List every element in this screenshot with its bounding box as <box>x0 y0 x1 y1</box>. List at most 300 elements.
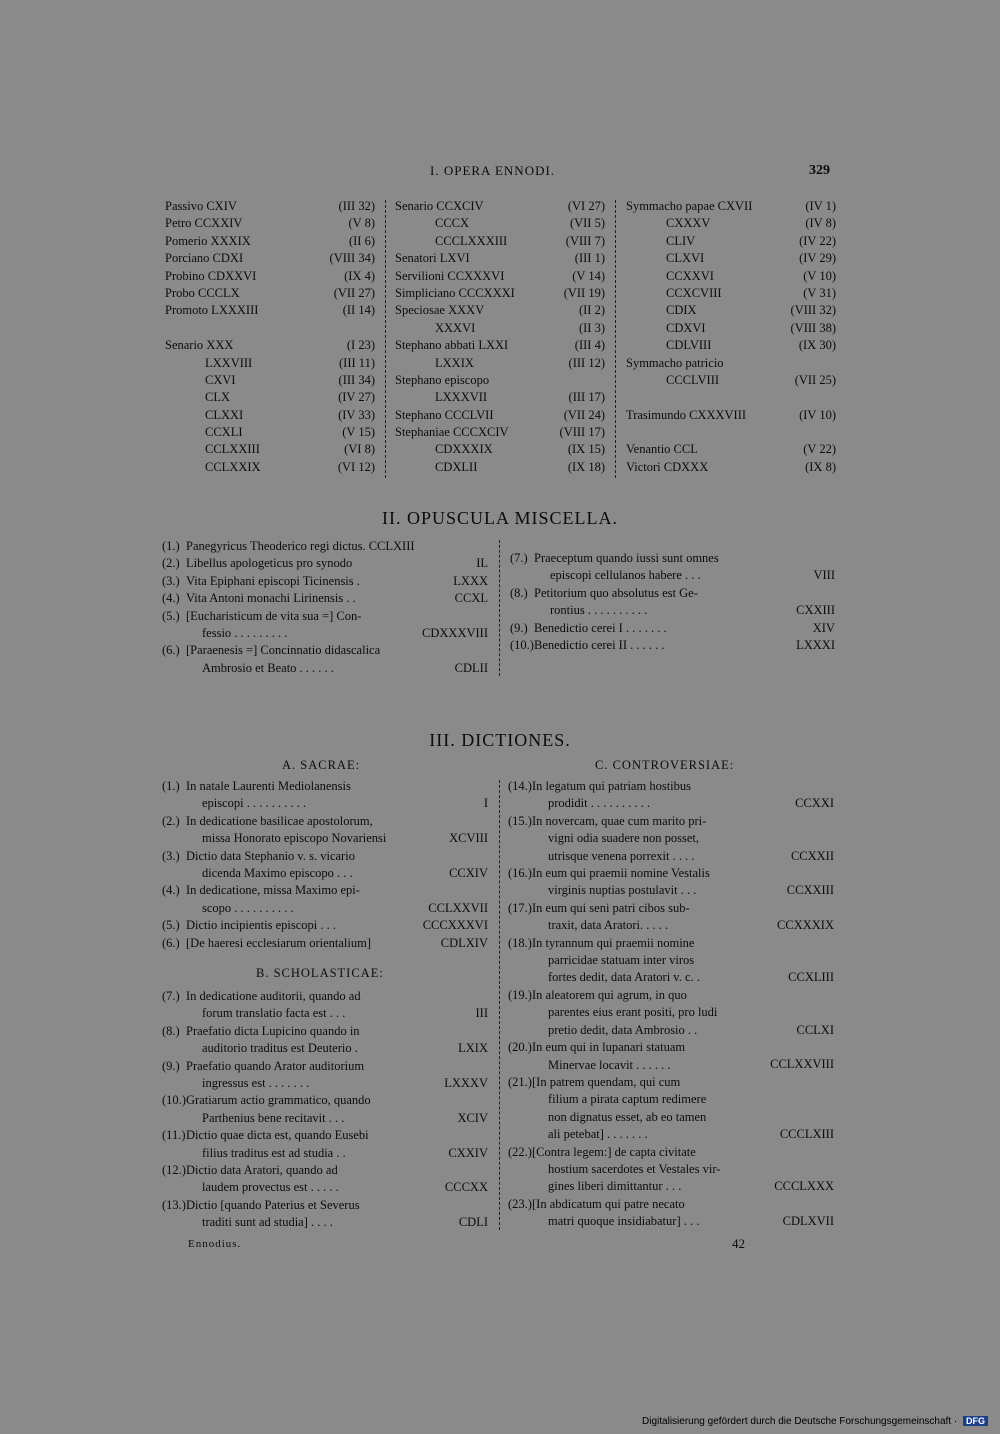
index-ref: (VII 24) <box>563 407 605 422</box>
running-title: I. OPERA ENNODI. <box>430 163 556 178</box>
item-ref: CDLII <box>454 660 488 675</box>
item-line: In novercam, quae cum marito pri- <box>532 813 707 828</box>
list-item <box>162 590 488 607</box>
index-name: CCXXVI <box>666 268 714 283</box>
index-name: CLX <box>205 390 230 405</box>
item-ref: LXXX <box>453 573 488 588</box>
index-ref: (III 4) <box>574 338 605 353</box>
item-line: In dedicatione auditorii, quando ad <box>186 989 361 1003</box>
index-name: CXXXV <box>666 216 711 231</box>
list-item <box>508 1039 834 1074</box>
index-ref: (IX 4) <box>344 268 375 283</box>
index-name: Trasimundo CXXXVIII <box>626 407 747 422</box>
item-line: Ambrosio et Beato . . . . . . <box>202 660 334 675</box>
item-line: laudem provectus est . . . . . <box>202 1180 339 1195</box>
item-line: Dictio quae dicta est, quando Eusebi <box>186 1128 369 1143</box>
index-row <box>395 250 605 267</box>
index-row <box>165 372 375 389</box>
list-item <box>162 813 488 848</box>
item-line: In eum qui seni patri cibos sub- <box>532 900 690 915</box>
item-line: [In patrem quendam, qui cum <box>532 1074 681 1089</box>
index-ref: (IX 30) <box>798 338 836 353</box>
column-rule <box>615 200 616 478</box>
item-number: (4.) <box>162 591 180 606</box>
index-ref: (VI 8) <box>344 442 375 457</box>
list-item <box>162 1162 488 1197</box>
item-line: episcopi . . . . . . . . . . <box>202 796 307 811</box>
index-name: CXVI <box>205 372 236 387</box>
index-name: Petro CCXXIV <box>165 216 243 231</box>
index-row <box>165 320 375 337</box>
item-ref: CDLXIV <box>440 935 488 950</box>
item-line: prodidit . . . . . . . . . . <box>548 796 651 811</box>
index-row <box>165 441 375 458</box>
item-ref: CCXXII <box>790 848 834 863</box>
item-ref: VIII <box>813 568 835 583</box>
index-row <box>395 459 605 476</box>
item-line: Benedictio cerei II . . . . . . <box>534 638 665 653</box>
index-name: CDLVIII <box>666 338 712 353</box>
item-number: (2.) <box>162 556 180 571</box>
subheading-scholasticae: B. SCHOLASTICAE: <box>256 966 384 980</box>
index-ref: (V 10) <box>803 268 836 283</box>
index-name: Stephano abbati LXXI <box>395 338 509 353</box>
index-ref: (VII 25) <box>794 372 836 387</box>
index-ref: (I 23) <box>346 338 375 353</box>
index-row <box>626 302 836 319</box>
list-item <box>162 573 488 590</box>
item-line: Libellus apologeticus pro synodo <box>186 556 353 571</box>
item-number: (22.) <box>508 1144 532 1159</box>
item-number: (13.) <box>162 1197 186 1212</box>
index-row <box>626 407 836 424</box>
index-ref: (VII 27) <box>333 285 375 300</box>
item-ref: CDLXVII <box>782 1214 834 1229</box>
index-row <box>395 337 605 354</box>
index-row <box>626 320 836 337</box>
item-ref: III <box>475 1006 488 1021</box>
list-item <box>508 1074 834 1144</box>
index-row <box>395 233 605 250</box>
item-line: filius traditus est ad studia . . <box>202 1145 346 1160</box>
index-ref: (V 14) <box>572 268 605 283</box>
index-row <box>165 215 375 232</box>
item-line: Benedictio cerei I . . . . . . . <box>534 620 667 635</box>
list-item <box>508 987 834 1039</box>
list-item <box>508 813 834 865</box>
index-name: LXXXVII <box>435 390 488 405</box>
index-row <box>626 337 836 354</box>
list-item <box>162 538 488 555</box>
list-item <box>508 1144 834 1196</box>
footer-author: Ennodius. <box>188 1238 242 1250</box>
index-name: Simpliciano CCCXXXI <box>395 285 515 300</box>
index-ref: (IV 22) <box>799 233 836 248</box>
index-ref: (V 22) <box>803 442 836 457</box>
list-item <box>508 778 834 813</box>
index-ref: (II 6) <box>348 233 375 248</box>
item-number: (16.) <box>508 866 532 881</box>
item-line: In tyrannum qui praemii nomine <box>532 935 695 950</box>
item-number: (10.) <box>162 1093 186 1108</box>
index-ref: (VII 5) <box>569 216 605 231</box>
item-number: (21.) <box>508 1074 532 1089</box>
footer-signature: 42 <box>732 1236 745 1251</box>
item-number: (7.) <box>162 989 180 1003</box>
item-number: (6.) <box>162 935 180 950</box>
item-line: Dictio incipientis episcopi . . . <box>186 918 336 933</box>
index-name: Probino CDXXVI <box>165 268 257 283</box>
index-row <box>165 198 375 215</box>
item-line: forum translatio facta est . . . <box>202 1006 346 1021</box>
list-item <box>162 778 488 813</box>
item-ref: CCLXXVII <box>428 900 488 915</box>
index-row <box>626 198 836 215</box>
list-item <box>508 865 834 900</box>
item-ref: CXXIV <box>448 1145 488 1160</box>
item-line: ali petebat] . . . . . . . <box>548 1127 648 1142</box>
item-line: [In abdicatum qui patre necato <box>532 1196 685 1211</box>
index-name: CCCLVIII <box>666 372 720 387</box>
index-name: Victori CDXXX <box>626 459 709 474</box>
item-number: (14.) <box>508 779 532 793</box>
item-line: Gratiarum actio grammatico, quando <box>186 1093 371 1108</box>
index-row <box>395 285 605 302</box>
section-heading-opuscula: II. OPUSCULA MISCELLA. <box>381 508 618 528</box>
index-ref: (IV 10) <box>799 407 836 422</box>
item-line: pretio dedit, data Ambrosio . . <box>548 1022 698 1037</box>
index-row <box>165 424 375 441</box>
index-ref: (IV 1) <box>805 199 836 213</box>
column-rule <box>385 200 386 478</box>
item-number: (8.) <box>162 1023 180 1038</box>
index-name: Porciano CDXI <box>165 251 244 266</box>
index-column-1 <box>165 198 375 476</box>
item-line: Praefatio dicta Lupicino quando in <box>186 1023 360 1038</box>
index-name: Venantio CCL <box>626 442 698 457</box>
index-ref: (III 32) <box>338 199 375 213</box>
index-name: Promoto LXXXIII <box>165 303 259 318</box>
item-number: (19.) <box>508 987 532 1002</box>
item-line: fessio . . . . . . . . . <box>202 626 288 641</box>
index-name: Passivo CXIV <box>165 199 237 213</box>
subheading-controversiae: C. CONTROVERSIAE: <box>595 758 735 772</box>
item-ref: CDXXXVIII <box>422 626 488 641</box>
item-line: hostium sacerdotes et Vestales vir- <box>548 1161 721 1176</box>
index-name: Senatori LXVI <box>395 251 470 266</box>
list-item <box>162 935 488 952</box>
index-ref: (VIII 32) <box>790 303 836 318</box>
item-ref: CCLXI <box>796 1022 834 1037</box>
item-number: (8.) <box>510 585 528 600</box>
list-item <box>162 1127 488 1162</box>
item-ref: LXXXV <box>444 1076 488 1091</box>
opuscula-right-list <box>510 550 835 654</box>
item-number: (5.) <box>162 608 180 623</box>
index-name: Servilioni CCXXXVI <box>395 268 505 283</box>
list-item <box>510 550 835 585</box>
index-row <box>165 302 375 319</box>
item-line: Parthenius bene recitavit . . . <box>202 1110 345 1125</box>
list-item <box>162 882 488 917</box>
index-ref: (V 31) <box>803 285 836 300</box>
index-ref: (IV 29) <box>799 251 836 266</box>
index-ref: (VII 19) <box>563 285 605 300</box>
sacrae-list <box>162 778 488 952</box>
index-name: CCCX <box>435 216 470 231</box>
list-item <box>162 1023 488 1058</box>
item-line: ingressus est . . . . . . . <box>202 1076 310 1091</box>
index-row <box>165 459 375 476</box>
index-name: CCXLI <box>205 425 243 440</box>
item-line: Praefatio quando Arator auditorium <box>186 1058 365 1073</box>
index-name: Senario CCXCIV <box>395 199 484 213</box>
item-number: (1.) <box>162 539 180 553</box>
item-line: fortes dedit, data Aratori v. c. . <box>548 970 700 985</box>
item-line: In natale Laurenti Mediolanensis <box>186 779 351 793</box>
item-line: In dedicatione basilicae apostolorum, <box>186 813 373 828</box>
item-line: non dignatus esset, ab eo tamen <box>548 1109 707 1124</box>
item-line: [Contra legem:] de capta civitate <box>532 1144 696 1159</box>
index-ref: (III 1) <box>574 251 605 266</box>
index-row <box>626 389 836 406</box>
item-line: Praeceptum quando iussi sunt omnes <box>534 551 719 565</box>
index-name: Senario XXX <box>165 338 234 353</box>
index-row <box>165 250 375 267</box>
index-ref: (II 3) <box>578 320 605 335</box>
item-line: [De haeresi ecclesiarum orientalium] <box>186 935 371 950</box>
item-number: (15.) <box>508 813 532 828</box>
item-line: scopo . . . . . . . . . . <box>202 900 294 915</box>
index-name: Probo CCCLX <box>165 285 240 300</box>
section-heading-dictiones: III. DICTIONES. <box>429 730 571 750</box>
index-ref: (VI 27) <box>567 199 605 213</box>
index-name: CCLXXIX <box>205 459 261 474</box>
item-number: (4.) <box>162 883 180 898</box>
list-item <box>162 1197 488 1232</box>
controversiae-list <box>508 778 834 1231</box>
column-rule <box>499 780 500 1230</box>
index-ref: (III 34) <box>338 372 375 387</box>
index-row <box>165 268 375 285</box>
list-item <box>162 1092 488 1127</box>
item-line: gines liberi dimittantur . . . <box>548 1179 682 1194</box>
index-row <box>395 215 605 232</box>
item-line: parricidae statuam inter viros <box>548 953 695 968</box>
item-number: (17.) <box>508 900 532 915</box>
index-name: XXXVI <box>435 320 476 335</box>
index-name: LXXVIII <box>205 355 253 370</box>
list-item <box>508 935 834 987</box>
list-item <box>162 988 488 1023</box>
item-line: dicenda Maximo episcopo . . . <box>202 866 353 881</box>
index-column-3 <box>626 198 836 476</box>
index-row <box>165 389 375 406</box>
item-line: Petitorium quo absolutus est Ge- <box>534 585 698 600</box>
list-item <box>162 642 488 677</box>
item-ref: CCXLIII <box>788 970 834 985</box>
item-ref: CCCLXXX <box>774 1179 834 1194</box>
index-name: CDIX <box>666 303 697 318</box>
item-number: (9.) <box>510 620 528 635</box>
item-line: Vita Antoni monachi Lirinensis . . <box>186 591 356 606</box>
item-number: (12.) <box>162 1163 186 1178</box>
index-name: LXXIX <box>435 355 474 370</box>
index-row <box>626 285 836 302</box>
item-number: (6.) <box>162 643 180 658</box>
list-item <box>162 1058 488 1093</box>
funding-credit-text: Digitalisierung gefördert durch die Deutsche Forschungsgemeinschaft · <box>642 1416 958 1427</box>
item-line: Vita Epiphani episcopi Ticinensis . <box>186 573 360 588</box>
index-row <box>165 407 375 424</box>
item-number: (3.) <box>162 573 180 588</box>
item-ref: XCIV <box>457 1110 488 1125</box>
index-ref: (III 17) <box>568 390 605 405</box>
index-name: CCXCVIII <box>666 285 722 300</box>
funding-credit <box>642 1416 988 1427</box>
index-ref: (II 14) <box>342 303 375 318</box>
item-number: (11.) <box>162 1128 186 1143</box>
index-row <box>165 355 375 372</box>
index-row <box>626 233 836 250</box>
item-line: matri quoque insidiabatur] . . . <box>548 1214 700 1229</box>
index-row <box>626 215 836 232</box>
item-line: In dedicatione, missa Maximo epi- <box>186 883 360 898</box>
item-number: (9.) <box>162 1058 180 1073</box>
item-line: Dictio data Aratori, quando ad <box>186 1163 338 1178</box>
item-line: In eum qui praemii nomine Vestalis <box>532 866 710 881</box>
index-row <box>395 389 605 406</box>
index-ref: (II 2) <box>578 303 605 318</box>
item-line: auditorio traditus est Deuterio . <box>202 1041 358 1056</box>
item-number: (18.) <box>508 935 532 950</box>
index-name: CLIV <box>666 233 696 248</box>
item-line: Panegyricus Theoderico regi dictus. CCLXIII <box>186 539 415 553</box>
item-ref: CCCXXXVI <box>422 918 488 933</box>
list-item <box>162 608 488 643</box>
item-line: In eum qui in lupanari statuam <box>532 1040 686 1055</box>
index-name: Stephaniae CCCXCIV <box>395 425 509 440</box>
item-line: traxit, data Aratori. . . . . <box>548 918 669 933</box>
index-row <box>395 407 605 424</box>
item-ref: CCXXI <box>795 796 834 811</box>
scholasticae-list <box>162 988 488 1232</box>
item-number: (10.) <box>510 638 534 653</box>
index-ref: (V 8) <box>348 216 375 231</box>
index-name: Speciosae XXXV <box>395 303 485 318</box>
item-ref: IL <box>476 556 488 571</box>
index-column-2 <box>395 198 605 476</box>
column-rule <box>499 540 500 676</box>
index-name: CLXXI <box>205 407 244 422</box>
item-line: In legatum qui patriam hostibus <box>532 779 692 793</box>
item-line: episcopi cellulanos habere . . . <box>550 568 701 583</box>
index-name: CCCLXXXIII <box>435 233 508 248</box>
index-row <box>395 268 605 285</box>
item-ref: CXXIII <box>796 603 835 618</box>
index-row <box>395 441 605 458</box>
index-ref: (IV 33) <box>338 407 375 422</box>
index-ref: (IV 27) <box>338 390 375 405</box>
index-row <box>626 441 836 458</box>
index-row <box>395 198 605 215</box>
item-number: (5.) <box>162 918 180 933</box>
index-row <box>626 250 836 267</box>
index-row <box>626 372 836 389</box>
item-line: In aleatorem qui agrum, in quo <box>532 987 687 1002</box>
index-ref: (VI 12) <box>337 459 375 474</box>
index-row <box>395 424 605 441</box>
index-name: CLXVI <box>666 251 705 266</box>
item-ref: I <box>483 796 488 811</box>
index-name: Symmacho papae CXVII <box>626 199 753 213</box>
index-ref: (IX 8) <box>805 459 836 474</box>
dfg-logo: DFG <box>963 1416 988 1426</box>
index-ref: (VIII 7) <box>565 233 605 248</box>
index-ref: (III 12) <box>568 355 605 370</box>
item-ref: LXIX <box>458 1041 488 1056</box>
index-name: Stephano CCCLVII <box>395 407 494 422</box>
index-row <box>626 459 836 476</box>
index-row <box>165 337 375 354</box>
index-row <box>165 285 375 302</box>
index-row <box>395 302 605 319</box>
running-header <box>0 163 1000 183</box>
index-name: CDXXXIX <box>435 442 493 457</box>
index-name: Symmacho patricio <box>626 355 724 370</box>
list-item <box>508 1196 834 1231</box>
subheading-sacrae: A. SACRAE: <box>282 758 361 772</box>
index-ref: (VIII 38) <box>790 320 836 335</box>
item-number: (2.) <box>162 813 180 828</box>
item-ref: CDLI <box>458 1215 488 1230</box>
item-number: (20.) <box>508 1040 532 1055</box>
index-ref: (III 11) <box>339 355 375 370</box>
list-item <box>162 555 488 572</box>
item-line: [Eucharisticum de vita sua =] Con- <box>186 608 362 623</box>
item-line: rontius . . . . . . . . . . <box>550 603 648 618</box>
index-ref: (V 15) <box>342 425 375 440</box>
item-line: traditi sunt ad studia] . . . . <box>202 1215 333 1230</box>
item-number: (7.) <box>510 551 528 565</box>
list-item <box>510 620 835 637</box>
list-item <box>510 585 835 620</box>
item-number: (23.) <box>508 1196 532 1211</box>
item-ref: XIV <box>812 620 835 635</box>
index-ref: (VIII 17) <box>559 425 605 440</box>
index-name: Pomerio XXXIX <box>165 233 251 248</box>
opuscula-left-list <box>162 538 488 677</box>
index-row <box>626 268 836 285</box>
index-row <box>165 233 375 250</box>
item-line: filium a pirata captum redimere <box>548 1092 707 1107</box>
index-ref: (VIII 34) <box>329 251 375 266</box>
page-number: 329 <box>809 163 830 178</box>
item-ref: LXXXI <box>796 638 835 653</box>
item-line: vigni odia suadere non posset, <box>548 831 700 846</box>
item-ref: CCXL <box>454 591 488 606</box>
index-row <box>395 372 605 389</box>
index-ref: (IV 8) <box>805 216 836 231</box>
item-ref: CCCLXIII <box>779 1127 834 1142</box>
item-line: [Paraenesis =] Concinnatio didascalica <box>186 643 381 658</box>
index-name: CCLXXIII <box>205 442 260 457</box>
list-item <box>162 848 488 883</box>
item-line: parentes eius erant positi, pro ludi <box>548 1005 718 1020</box>
item-ref: CCCXX <box>444 1180 488 1195</box>
index-name: Stephano episcopo <box>395 372 490 387</box>
item-number: (3.) <box>162 848 180 863</box>
